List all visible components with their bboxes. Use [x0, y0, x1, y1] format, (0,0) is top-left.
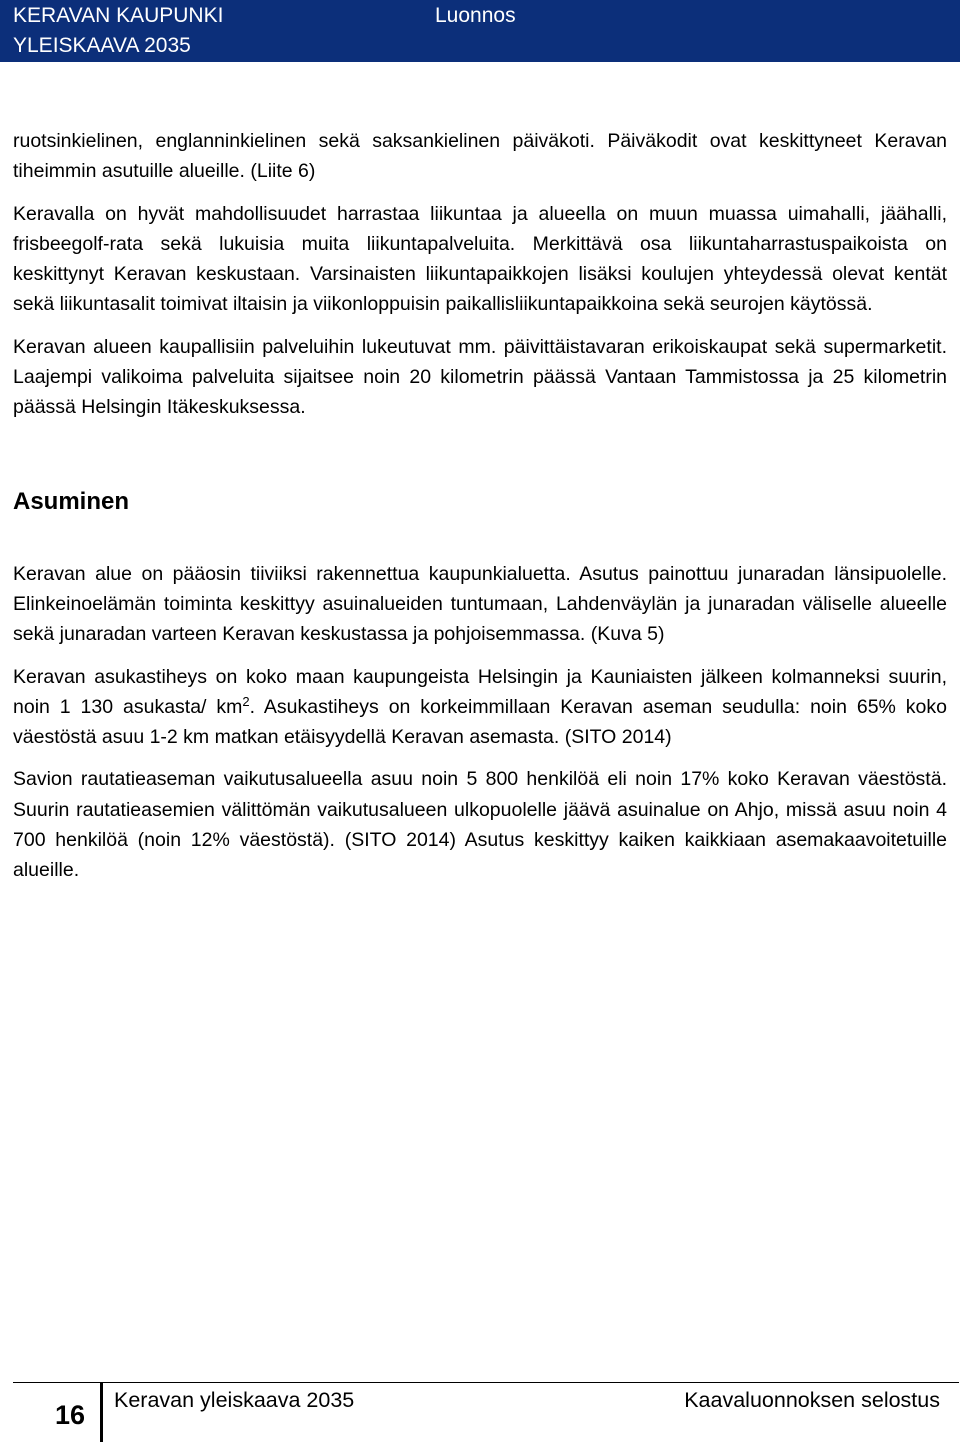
- footer-vertical-divider: [100, 1382, 103, 1442]
- paragraph-text: . Asukastiheys on korkeimmillaan Keravan aseman seudulla: noin 65% koko väestöstä asuu 1-2 km matkan etäisyydellä Keravan asemasta. (SITO 2014): [13, 695, 947, 749]
- page-number: 16: [55, 1400, 86, 1430]
- superscript: 2: [242, 693, 250, 709]
- document-body: [13, 126, 947, 898]
- header-org-line2: YLEISKAAVA 2035: [13, 34, 191, 57]
- footer-document-type: Kaavaluonnoksen selostus: [684, 1388, 940, 1412]
- paragraph: Keravan alueen kaupallisiin palveluihin lukeutuvat mm. päivittäistavaran erikoiskaupat sekä supermarketit. Laajempi valikoima palveluita sijaitsee noin 20 kilometrin päässä Vantaan Tammistossa ja 25 kilometrin päässä Helsingin Itäkeskuksessa.: [13, 335, 947, 419]
- footer-document-title: Keravan yleiskaava 2035: [114, 1388, 355, 1412]
- section-heading: Asuminen: [13, 487, 130, 515]
- header-org-line1: KERAVAN KAUPUNKI: [13, 4, 224, 27]
- page-header: [0, 0, 960, 62]
- paragraph-text: Keravan asukastiheys on koko maan kaupungeista Helsingin ja Kauniaisten jälkeen kolmanneksi suurin, noin 1 130 asukasta/ km: [13, 665, 947, 718]
- paragraph: Keravalla on hyvät mahdollisuudet harrastaa liikuntaa ja alueella on muun muassa uimahalli, jäähalli, frisbeegolf-rata sekä lukuisia muita liikuntapalveluita. Merkittävä osa liikuntaharrastuspaikoista on keskittynyt Keravan keskustaan. Varsinaisten liikuntapaikkojen lisäksi koulujen yhteydessä olevat kentät sekä liikuntasalit toimivat iltaisin ja viikonloppuisin paikallisliikuntapaikkoina sekä seurojen käytössä.: [13, 202, 947, 316]
- paragraph: Keravan alue on pääosin tiiviiksi rakennettua kaupunkialuetta. Asutus painottuu junaradan länsipuolelle. Elinkeinoelämän toiminta keskittyy asuinalueiden tuntumaan, Lahdenväylän ja junaradan väliselle alueelle sekä junaradan varteen Keravan keskustassa ja pohjoisemmassa. (Kuva 5): [13, 562, 947, 646]
- paragraph: Savion rautatieaseman vaikutusalueella asuu noin 5 800 henkilöä eli noin 17% koko Keravan väestöstä. Suurin rautatieasemien välittömän vaikutusalueen ulkopuolelle jäävä asuinalue on Ahjo, missä asuu noin 4 700 henkilöä (noin 12% väestöstä). (SITO 2014) Asutus keskittyy kaiken kaikkiaan asemakaavoitetuille alueille.: [13, 768, 947, 882]
- header-section-label: Luonnos: [435, 4, 516, 27]
- page-footer: [0, 1376, 960, 1444]
- header-organization: [13, 1, 223, 61]
- paragraph-with-superscript: [13, 662, 947, 753]
- paragraph: ruotsinkielinen, englanninkielinen sekä saksankielinen päiväkoti. Päiväkodit ovat keskittyneet Keravan tiheimmin asutuille alueille. (Liite 6): [13, 130, 947, 183]
- footer-divider: [13, 1382, 959, 1383]
